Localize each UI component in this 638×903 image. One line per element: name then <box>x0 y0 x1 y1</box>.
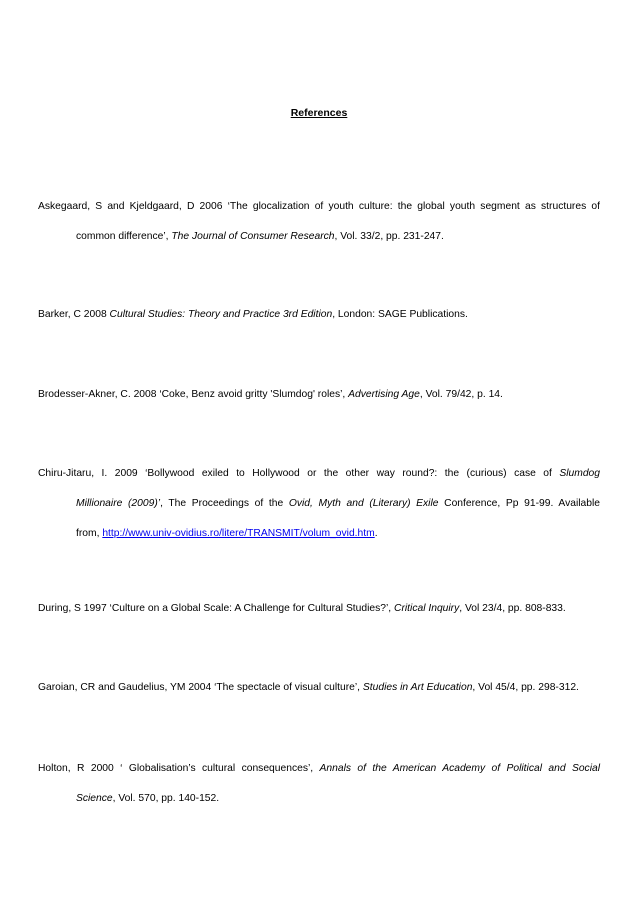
reference-text: During, S 1997 ‘Culture on a Global Scale: A Challenge for Cultural Studies?’, <box>38 603 395 614</box>
reference-line <box>38 192 600 222</box>
reference-journal: Annals of the American Academy of Political and Social <box>319 763 600 774</box>
reference-during <box>38 594 600 624</box>
reference-line <box>38 300 600 330</box>
reference-text: Barker, C 2008 <box>38 309 110 320</box>
reference-text: Garoian, CR and Gaudelius, YM 2004 ‘The spectacle of visual culture’, <box>38 682 363 693</box>
reference-garoian <box>38 673 600 703</box>
reference-text: Chiru-Jitaru, I. 2009 ‘Bollywood exiled to Hollywood or the other way round?: the (curious) case of <box>38 468 560 479</box>
reference-journal: Studies in Art Education <box>362 682 473 693</box>
reference-askegaard <box>38 192 600 252</box>
reference-text: , Vol 45/4, pp. 298-312. <box>472 682 579 693</box>
reference-text: Brodesser-Akner, C. 2008 ‘Coke, Benz avoid gritty 'Slumdog' roles’, <box>38 389 349 400</box>
reference-line <box>38 222 600 252</box>
reference-line <box>38 519 600 549</box>
reference-text: , Vol. 33/2, pp. 231-247. <box>334 231 444 242</box>
reference-text: , Vol. 79/42, p. 14. <box>419 389 503 400</box>
reference-text: Askegaard, S and Kjeldgaard, D 2006 ‘The glocalization of youth culture: the global youth segment as structures of <box>38 201 600 212</box>
reference-conference-title: Ovid, Myth and (Literary) Exile <box>288 498 439 509</box>
reference-line <box>38 489 600 519</box>
reference-film-title: Slumdog <box>559 468 600 479</box>
reference-text: , Vol 23/4, pp. 808-833. <box>459 603 566 614</box>
reference-line <box>38 673 600 703</box>
reference-text: common difference’, <box>76 231 172 242</box>
reference-journal: Science <box>76 793 113 804</box>
reference-line <box>38 754 600 784</box>
reference-line <box>38 459 600 489</box>
reference-journal: Advertising Age <box>348 389 420 400</box>
reference-chiru-jitaru <box>38 459 600 549</box>
page-title: References <box>290 107 348 119</box>
reference-text: Holton, R 2000 ‘ Globalisation’s cultural consequences’, <box>38 763 320 774</box>
reference-text: , Vol. 570, pp. 140-152. <box>112 793 220 804</box>
reference-holton <box>38 754 600 814</box>
reference-line <box>38 784 600 814</box>
reference-text: Conference, Pp 91-99. Available <box>438 498 600 509</box>
reference-brodesser-akner <box>38 380 600 410</box>
reference-text: , London: SAGE Publications. <box>332 309 468 320</box>
reference-film-title: Millionaire (2009)’ <box>76 498 161 509</box>
reference-text: . <box>374 528 378 539</box>
reference-journal: The Journal of Consumer Research <box>171 231 335 242</box>
reference-journal: Critical Inquiry <box>394 603 460 614</box>
reference-url-link[interactable]: http://www.univ-ovidius.ro/litere/TRANSMIT/volum_ovid.htm <box>102 528 375 539</box>
reference-barker <box>38 300 600 330</box>
reference-book-title: Cultural Studies: Theory and Practice 3rd Edition <box>109 309 333 320</box>
reference-text: from, <box>76 528 103 539</box>
reference-line <box>38 594 600 624</box>
reference-line <box>38 380 600 410</box>
reference-text: , The Proceedings of the <box>160 498 289 509</box>
